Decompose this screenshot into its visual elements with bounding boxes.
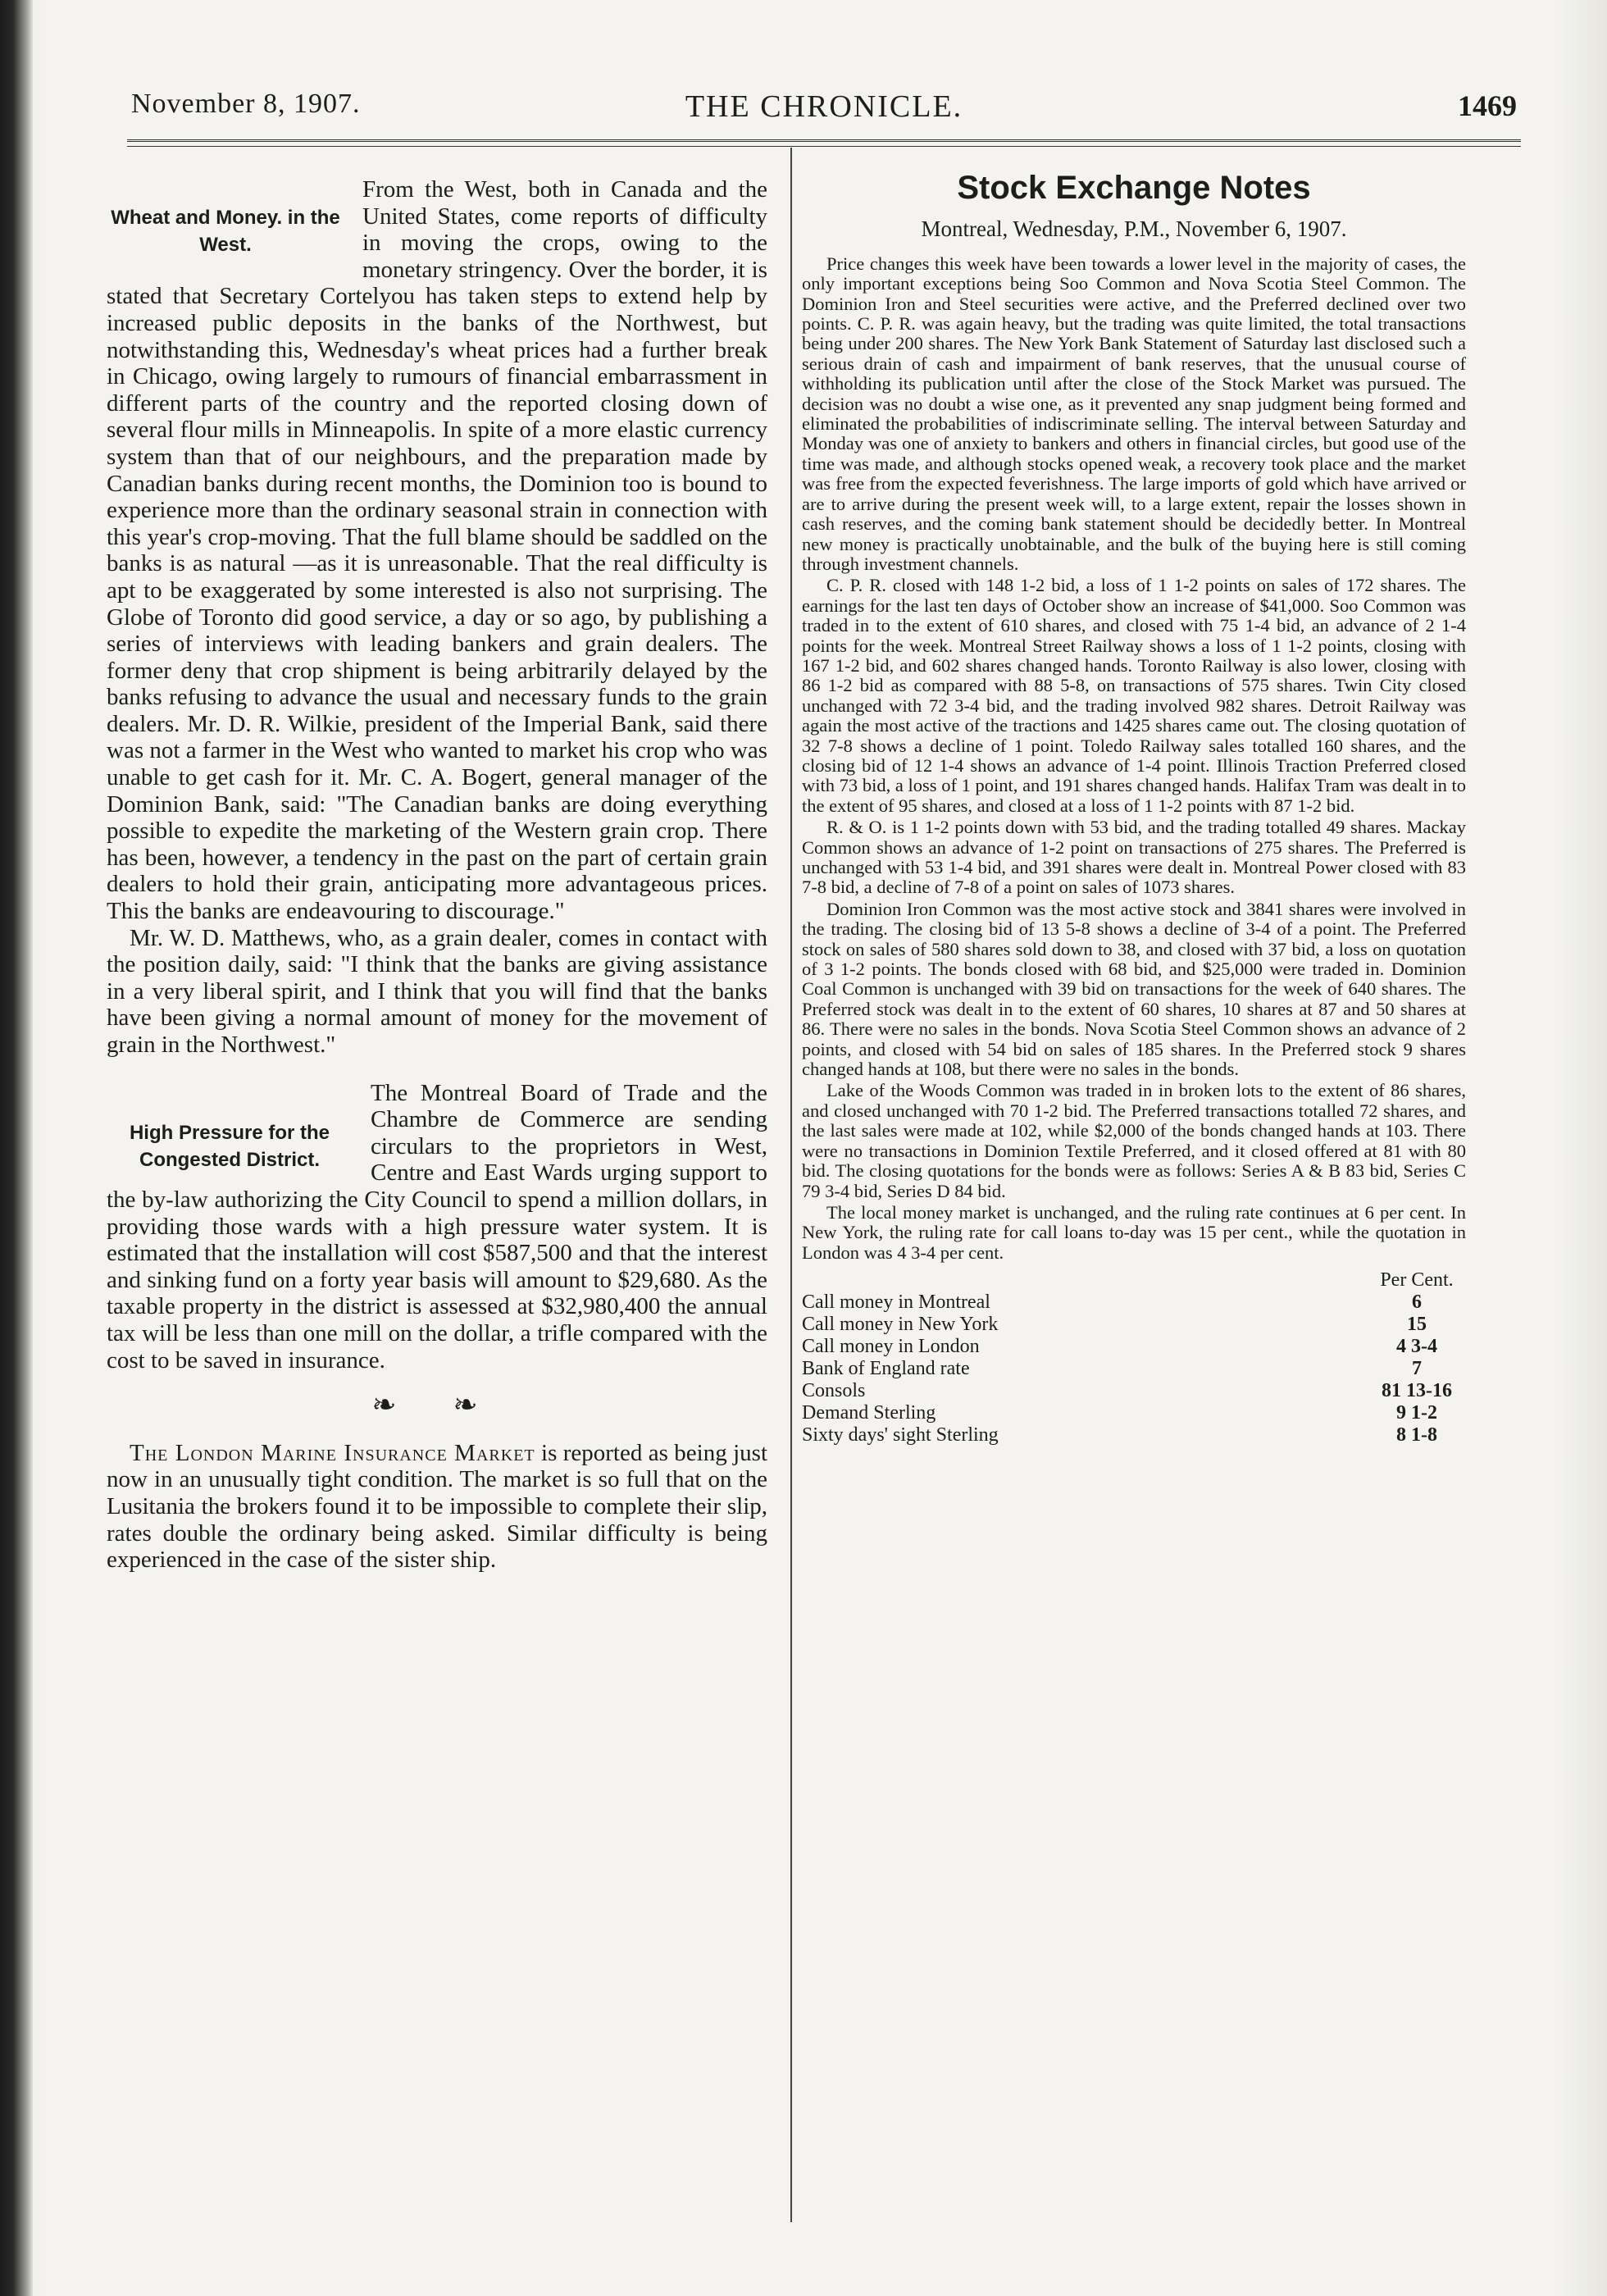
header-rule <box>127 139 1521 147</box>
running-head <box>131 89 1517 138</box>
left-column <box>107 176 767 1574</box>
rate-value: 4 3-4 <box>1396 1336 1437 1358</box>
column-rule <box>790 148 792 2222</box>
rate-value: 15 <box>1407 1314 1427 1336</box>
section-ornament: ❧ ❧ <box>371 1388 503 1422</box>
rates-header: Per Cent. <box>1380 1269 1454 1292</box>
issue-date: November 8, 1907. <box>131 89 361 119</box>
rate-row <box>802 1402 1466 1424</box>
rate-label: Demand Sterling <box>802 1402 936 1424</box>
money-rates-table <box>802 1269 1466 1446</box>
market-paragraph: Dominion Iron Common was the most active stock and 3841 shares were involved in the trading. The closing bid of 13 5-8 shows a decline of 3-4 of a point. The Preferred stock on sales of 580 shares sold down to 38, and closed with 37 bid, a loss on quotation of 3 1-2 points. The bonds closed with 68 bid, and $25,000 were traded in. Dominion Coal Common is unchanged with 39 bid on transactions for the week of 640 shares. The Preferred stock was dealt in to the extent of 60 shares, 10 shares at 87 and 50 shares at 86. There were no sales in the bonds. Nova Scotia Steel Common shows an advance of 2 points, and closed with 54 bid on sales of 185 shares. In the Preferred stock 9 shares changed hands at 108, but there were no sales in the bonds. <box>802 898 1466 1080</box>
rate-label: Sixty days' sight Sterling <box>802 1424 999 1446</box>
rate-row <box>802 1380 1466 1402</box>
market-paragraph: Price changes this week have been towards a lower level in the majority of cases, the only important exceptions being Soo Common and Nova Scotia Steel Common. The Dominion Iron and Steel securities were active, and the Preferred declined over two points. C. P. R. was again heavy, but the trading was quite limited, the total transactions being under 200 shares. The New York Bank Statement of Saturday last disclosed such a serious drain of cash and impairment of bank reserves, that the unusual course of withholding its publication until after the close of the Stock Market was pursued. The decision was no doubt a wise one, as it prevented any snap judgment being formed and eliminated the probabilities of indiscriminate selling. The interval between Saturday and Monday was one of anxiety to bankers and others in financial circles, but good use of the time was made, and although stocks opened weak, a recovery took place and the market was free from the expected feverishness. The large imports of gold which have arrived or are to arrive during the present week will, to a large extent, repair the losses shown in cash reserves, and the coming bank statement should be decidedly better. In Montreal new money is practically unobtainable, and the bulk of the buying here is still coming through investment channels. <box>802 253 1466 574</box>
rate-value: 7 <box>1412 1358 1422 1380</box>
rate-label: Call money in New York <box>802 1314 999 1336</box>
london-paragraph <box>107 1440 767 1574</box>
rate-row <box>802 1424 1466 1446</box>
rate-value: 81 13-16 <box>1382 1380 1452 1402</box>
rate-label: Call money in Montreal <box>802 1292 990 1314</box>
wheat-paragraph-2: Mr. W. D. Matthews, who, as a grain dealer, comes in contact with the position daily, said: "I think that the banks are giving assistance in a very liberal spirit, and I think that you will find that the banks have been giving a normal amount of money for the movement of grain in the Northwest." <box>107 924 767 1058</box>
article-headline: Stock Exchange Notes <box>957 170 1311 206</box>
rate-value: 9 1-2 <box>1396 1402 1437 1424</box>
rate-row <box>802 1358 1466 1380</box>
publication-title: THE CHRONICLE. <box>685 89 963 124</box>
market-paragraph: The local money market is unchanged, and the ruling rate continues at 6 per cent. In New York, the ruling rate for call loans to-day was 15 per cent., while the quotation in London was 4 3-4 per cent. <box>802 1201 1466 1263</box>
market-paragraph: C. P. R. closed with 148 1-2 bid, a loss of 1 1-2 points on sales of 172 shares. The earnings for the last ten days of October show an increase of $41,000. Soo Common was traded in to the extent of 610 shares, and closed with 75 1-4 bid, an advance of 2 1-4 points for the week. Montreal Street Railway shows a loss of 1 1-2 points, closing with 167 1-2 bid, and 602 shares changed hands. Toronto Railway is also lower, closing with 86 1-2 bid as compared with 88 5-8, on transactions of 575 shares. Twin City closed unchanged with 72 3-4 bid, and the trading involved 982 shares. Detroit Railway was again the most active of the tractions and 1425 shares came out. The closing quotation of 32 7-8 shows a decline of 1 point. Toledo Railway sales totalled 160 shares, and the closing bid of 12 1-4 shows an advance of 1-4 point. Illinois Traction Preferred closed with 73 bid, a loss of 1 point, and 191 shares changed hands. Halifax Tram was dealt in to the extent of 95 shares, and closed at a loss of 1 1-2 points with 87 1-2 bid. <box>802 575 1466 816</box>
wheat-paragraph-1: From the West, both in Canada and the United States, come reports of difficulty in moving the crops, owing to the monetary stringency. Over the border, it is stated that Secretary Cortelyou has taken steps to extend help by increased public deposits in the banks of the Northwest, but notwithstanding this, Wednesday's wheat prices had a further break in Chicago, owing largely to rumours of financial embarrassment in different parts of the country and the reported closing down of several flour mills in Minneapolis. In spite of a more elastic currency system than that of our neighbours, and the preparation made by Canadian banks during recent months, the Dominion too is bound to experience more than the ordinary seasonal strain in connection with this year's crop-moving. That the full blame should be saddled on the banks is as natural —as it is unreasonable. That the real difficulty is apt to be exaggerated by some interested is also not surprising. The Globe of Toronto did good service, a day or so ago, by publishing a series of interviews with leading bankers and grain dealers. The former deny that crop shipment is being arbitrarily delayed by the banks refusing to advance the usual and necessary funds to the grain dealers. Mr. D. R. Wilkie, president of the Imperial Bank, said there was not a farmer in the West who wanted to market his crop who was unable to get cash for it. Mr. C. A. Bogert, general manager of the Dominion Bank, said: "The Canadian banks are doing everything possible to expedite the marketing of the Western grain crop. There has been, however, a tendency in the past on the part of certain grain dealers to hold their grain, anticipating more advantageous prices. This the banks are endeavouring to discourage." <box>107 176 767 925</box>
rate-label: Consols <box>802 1380 866 1402</box>
rate-row <box>802 1336 1466 1358</box>
page-number: 1469 <box>1458 89 1517 122</box>
market-paragraph: R. & O. is 1 1-2 points down with 53 bid, and the trading totalled 49 shares. Mackay Common shows an advance of 1-2 point on transactions of 275 shares. The Preferred is unchanged with 53 1-4 bid, and 391 shares were dealt in. Montreal Power closed with 83 7-8 bid, a decline of 7-8 of a point on sales of 1073 shares. <box>802 817 1466 898</box>
rate-label: Bank of England rate <box>802 1358 970 1380</box>
side-head-pressure: High Pressure for the Congested District. <box>129 1121 330 1171</box>
right-column <box>802 170 1466 1446</box>
pressure-paragraph: The Montreal Board of Trade and the Chambre de Commerce are sending circulars to the proprietors in West, Centre and East Wards urging support to the by-law authorizing the City Council to spend a million dollars, in providing those wards with a high pressure water system. It is estimated that the installation will cost $587,500 and that the interest and sinking fund on a forty year basis will amount to $29,680. As the taxable property in the district is assessed at $32,980,400 the annual tax will be less than one mill on the dollar, a trifle compared with the cost to be saved in insurance. <box>107 1079 767 1374</box>
rates-header-row <box>802 1269 1466 1292</box>
page-binding-edge <box>0 0 33 2296</box>
rate-value: 6 <box>1412 1292 1422 1314</box>
rate-label: Call money in London <box>802 1336 980 1358</box>
article-dateline: Montreal, Wednesday, P.M., November 6, 1907. <box>921 216 1347 242</box>
rate-value: 8 1-8 <box>1396 1424 1437 1446</box>
rate-row <box>802 1292 1466 1314</box>
rate-row <box>802 1314 1466 1336</box>
market-paragraph: Lake of the Woods Common was traded in in broken lots to the extent of 86 shares, and closed unchanged with 70 1-2 bid. The Preferred transactions totalled 72 shares, and the last sales were made at 102, while $2,000 of the bonds changed hands at 103. There were no transactions in Dominion Textile Preferred, and it closed offered at 81 with 80 bid. The closing quotations for the bonds were as follows: Series A & B 83 bid, Series C 79 3-4 bid, Series D 84 bid. <box>802 1080 1466 1201</box>
side-head-wheat: Wheat and Money. in the West. <box>111 207 340 256</box>
london-lead-in: The London Marine Insurance Market <box>130 1439 535 1466</box>
london-text: is reported as being just now in an unusually tight condition. The market is so full that on the Lusitania the brokers found it to be impossible to complete their slip, rates double the ordinary being asked. Similar difficulty is being experienced in the case of the sister ship. <box>107 1439 768 1574</box>
